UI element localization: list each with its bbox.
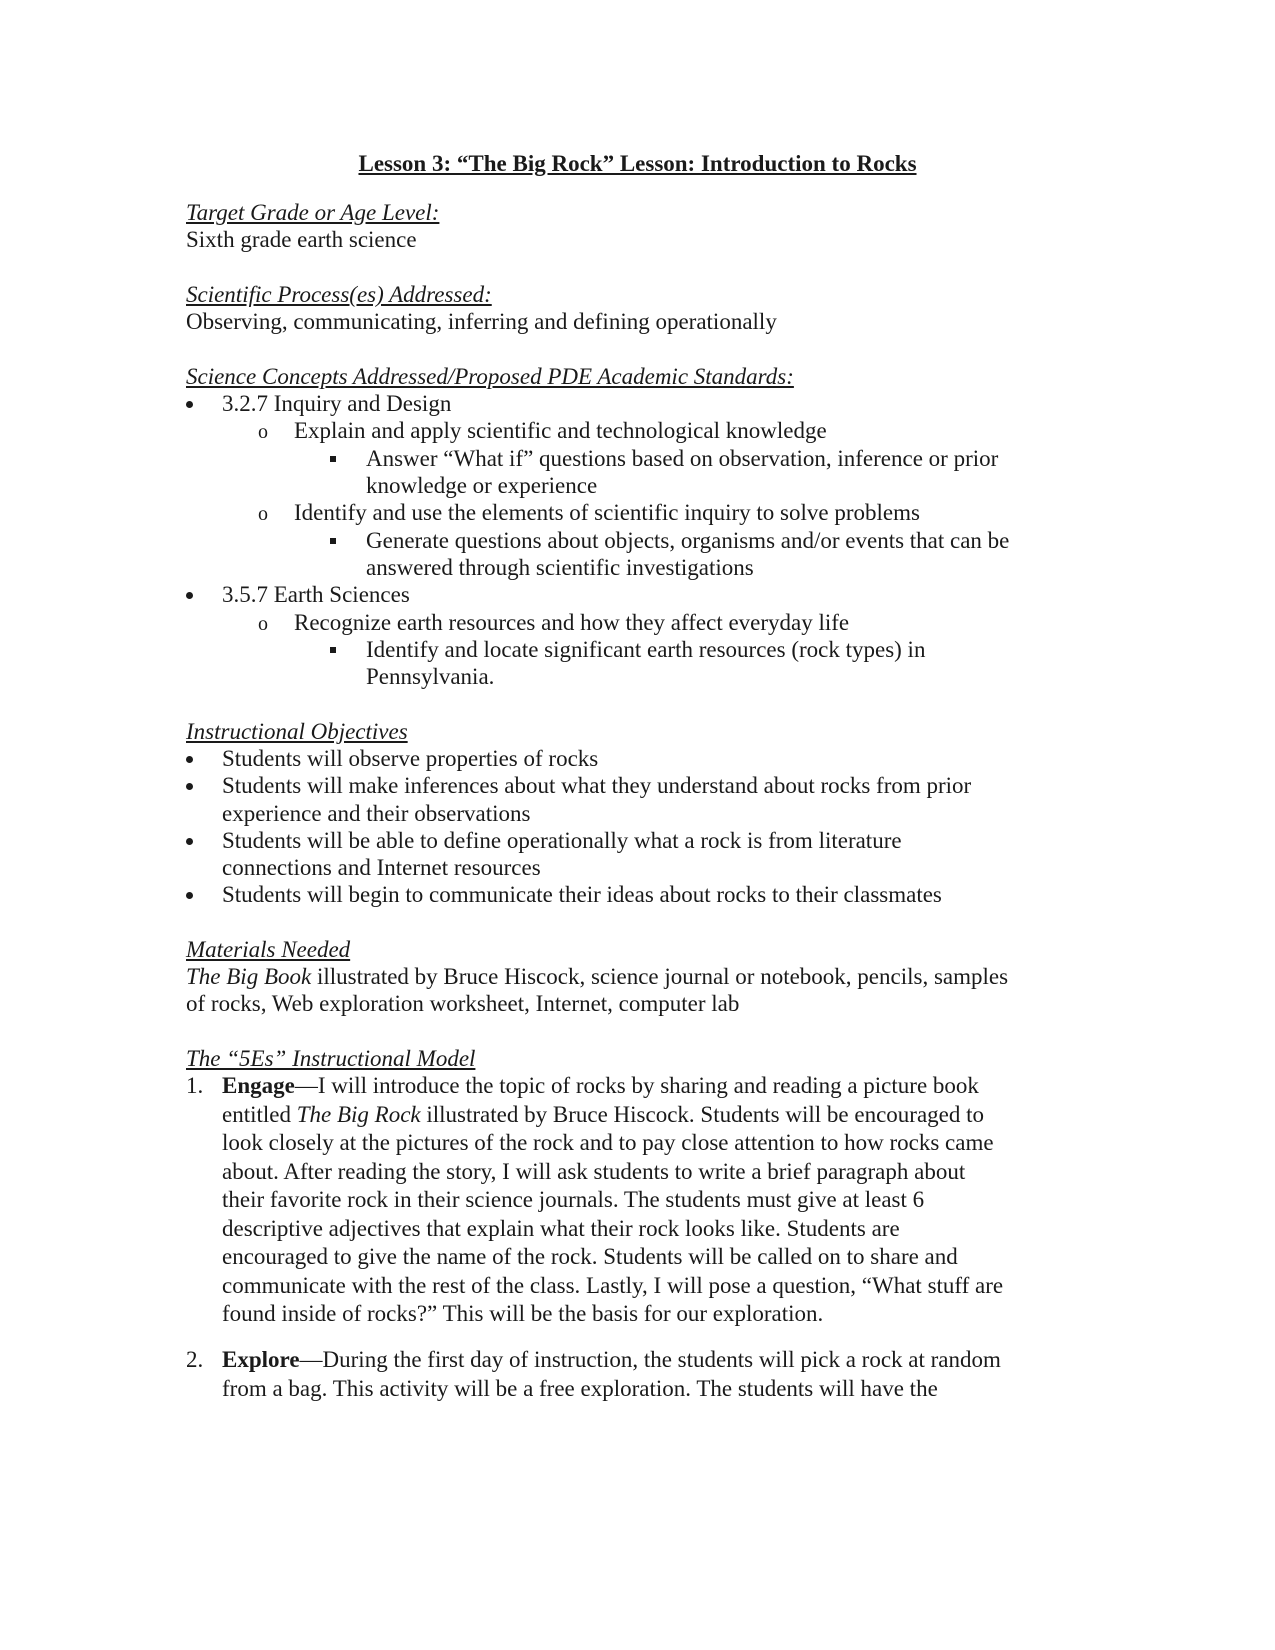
- bullet-circle-icon: [258, 417, 288, 446]
- bullet-dot-icon: [186, 772, 216, 800]
- bullet-dot-icon: [186, 881, 216, 909]
- standard-inquiry-design: 3.2.7 Inquiry and Design: [222, 391, 452, 416]
- bullet-dot-icon: [186, 390, 216, 418]
- target-grade-value: Sixth grade earth science: [186, 227, 417, 252]
- objective-text: Students will be able to define operationally what a rock is from literature: [222, 828, 902, 853]
- objective-text: connections and Internet resources: [222, 855, 541, 880]
- objective-text: Students will begin to communicate their ideas about rocks to their classmates: [222, 882, 942, 907]
- standards-heading: Science Concepts Addressed/Proposed PDE Academic Standards:: [186, 364, 794, 389]
- bullet-square-icon: [330, 636, 360, 664]
- engage-number: 1.: [186, 1073, 204, 1098]
- book-title: The Big Book: [186, 964, 312, 989]
- engage-text: —I will introduce the topic of rocks by sharing and reading a picture book: [294, 1073, 979, 1098]
- standard-detail-line: Identify and locate significant earth resources (rock types) in: [366, 637, 926, 662]
- target-grade-heading: Target Grade or Age Level:: [186, 200, 440, 225]
- engage-text: look closely at the pictures of the rock and to pay close attention to how rocks came: [222, 1130, 994, 1155]
- standard-earth-sciences: 3.5.7 Earth Sciences: [222, 582, 410, 607]
- scientific-process-heading: Scientific Process(es) Addressed:: [186, 282, 492, 307]
- objective-text: Students will observe properties of rocks: [222, 746, 599, 771]
- bullet-dot-icon: [186, 827, 216, 855]
- engage-label: Engage: [222, 1073, 295, 1098]
- standard-sub-item: Recognize earth resources and how they affect everyday life: [294, 610, 850, 635]
- explore-label: Explore: [222, 1347, 300, 1372]
- materials-text: illustrated by Bruce Hiscock, science journal or notebook, pencils, samples: [311, 964, 1009, 989]
- model-heading: The “5Es” Instructional Model: [186, 1046, 476, 1071]
- materials-line: of rocks, Web exploration worksheet, Internet, computer lab: [186, 991, 740, 1016]
- bullet-square-icon: [330, 445, 360, 473]
- standard-detail-line: Pennsylvania.: [366, 664, 495, 689]
- bullet-circle-icon: [258, 499, 288, 528]
- engage-text: illustrated by Bruce Hiscock. Students will be encouraged to: [420, 1101, 985, 1127]
- engage-text: found inside of rocks?” This will be the basis for our exploration.: [222, 1301, 824, 1326]
- objective-text: experience and their observations: [222, 801, 531, 826]
- objective-text: Students will make inferences about what they understand about rocks from prior: [222, 773, 972, 798]
- standard-detail-line: Answer “What if” questions based on observation, inference or prior: [366, 446, 999, 471]
- standard-detail-line: Generate questions about objects, organisms and/or events that can be: [366, 528, 1010, 553]
- standard-sub-item: Explain and apply scientific and technological knowledge: [294, 418, 827, 443]
- engage-text: communicate with the rest of the class. Lastly, I will pose a question, “What stuff are: [222, 1272, 1004, 1298]
- page-title: Lesson 3: “The Big Rock” Lesson: Introduction to Rocks: [358, 151, 917, 176]
- explore-paragraph: [222, 1346, 1082, 1403]
- engage-text: encouraged to give the name of the rock. Students will be called on to share and: [222, 1244, 958, 1269]
- standard-detail-line: answered through scientific investigations: [366, 555, 754, 580]
- scientific-process-value: Observing, communicating, inferring and defining operationally: [186, 309, 777, 334]
- bullet-square-icon: [330, 527, 360, 555]
- standard-sub-item: Identify and use the elements of scientific inquiry to solve problems: [294, 500, 920, 525]
- objectives-heading: Instructional Objectives: [186, 719, 408, 744]
- engage-text: their favorite rock in their science journals. The students must give at least 6: [222, 1187, 925, 1212]
- materials-heading: Materials Needed: [186, 937, 351, 962]
- standard-detail-line: knowledge or experience: [366, 473, 598, 498]
- bullet-dot-icon: [186, 581, 216, 609]
- explore-text: —During the first day of instruction, the students will pick a rock at random: [299, 1347, 1001, 1372]
- explore-number: 2.: [186, 1347, 204, 1372]
- materials-line: [186, 963, 1008, 991]
- book-title: The Big Rock: [296, 1101, 421, 1127]
- bullet-circle-icon: [258, 609, 288, 638]
- engage-paragraph: [222, 1072, 1082, 1329]
- engage-text: about. After reading the story, I will ask students to write a brief paragraph about: [222, 1158, 966, 1184]
- bullet-dot-icon: [186, 745, 216, 773]
- explore-text: from a bag. This activity will be a free exploration. The students will have the: [222, 1375, 938, 1401]
- engage-text: descriptive adjectives that explain what their rock looks like. Students are: [222, 1215, 900, 1241]
- engage-text: entitled: [222, 1101, 297, 1127]
